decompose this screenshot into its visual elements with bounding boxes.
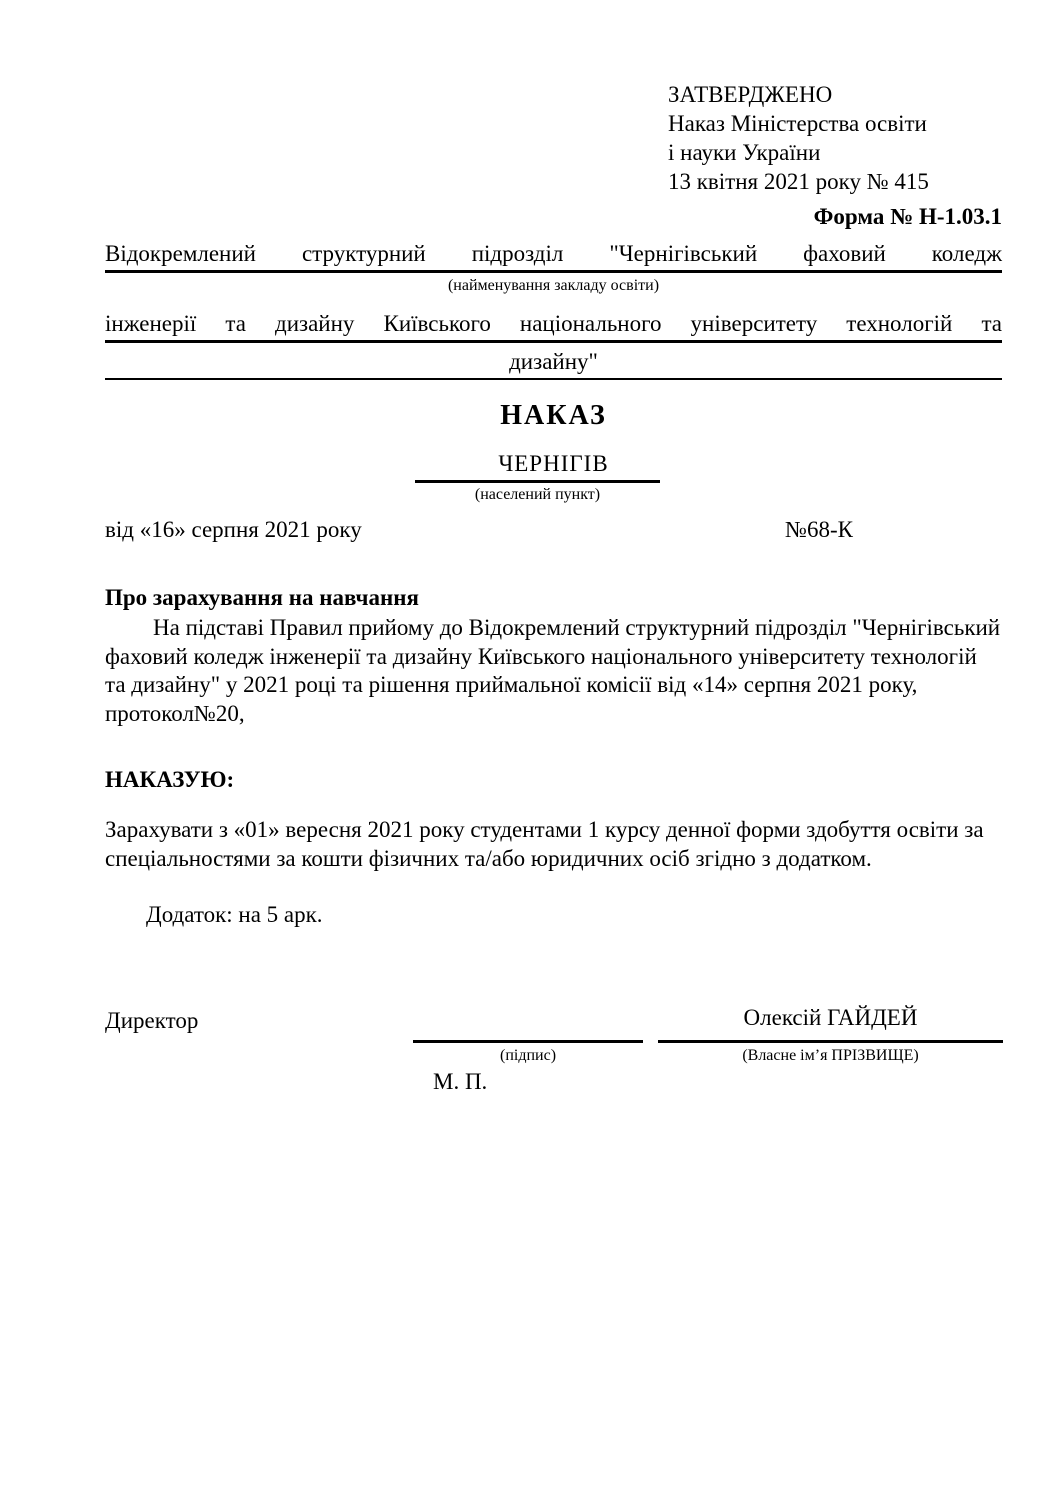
signature-line bbox=[413, 1040, 643, 1043]
signature-block bbox=[105, 1005, 1002, 1115]
approval-line-ministry-2: і науки України bbox=[668, 140, 821, 165]
institution-block bbox=[105, 241, 1002, 380]
signer-name: Олексій ГАЙДЕЙ bbox=[743, 1005, 918, 1030]
order-title: НАКАЗ bbox=[500, 400, 607, 431]
approval-block bbox=[668, 80, 929, 196]
decree-paragraph: Зарахувати з «01» вересня 2021 року студентами 1 курсу денної форми здобуття освіти за спеціальностями за кошти фізичних та/або юридичних осіб згідно з додатком. bbox=[105, 817, 984, 871]
city-name: ЧЕРНІГІВ bbox=[498, 451, 609, 476]
city-block bbox=[105, 451, 1002, 504]
name-line bbox=[658, 1040, 1003, 1043]
order-date: від «16» серпня 2021 року bbox=[105, 517, 362, 542]
form-number: Форма № Н-1.03.1 bbox=[813, 204, 1002, 229]
attachment-note: Додаток: на 5 арк. bbox=[146, 902, 323, 927]
order-subject: Про зарахування на навчання bbox=[105, 585, 419, 610]
approval-line-ministry: Наказ Міністерства освіти bbox=[668, 111, 927, 136]
signature-caption: (підпис) bbox=[499, 1047, 557, 1064]
institution-name-line-2: інженерії та дизайну Київського національного університету технологій та bbox=[105, 311, 1002, 343]
seal-placeholder: М. П. bbox=[433, 1069, 488, 1094]
institution-caption: (найменування закладу освіти) bbox=[447, 277, 660, 294]
signer-role: Директор bbox=[105, 1008, 199, 1033]
institution-name-line-3: дизайну" bbox=[105, 349, 1002, 380]
city-caption: (населений пункт) bbox=[474, 486, 601, 503]
approval-stamp-word: ЗАТВЕРДЖЕНО bbox=[668, 82, 833, 107]
name-caption: (Власне ім’я ПРІЗВИЩЕ) bbox=[742, 1047, 919, 1064]
date-row bbox=[105, 517, 1002, 543]
order-number: №68-К bbox=[785, 517, 853, 542]
city-underline bbox=[415, 480, 660, 483]
institution-name-line-1: Відокремлений структурний підрозділ "Чернігівський фаховий коледж bbox=[105, 241, 1002, 273]
decree-heading: НАКАЗУЮ: bbox=[105, 767, 235, 792]
basis-paragraph: На підставі Правил прийому до Відокремлений структурний підрозділ "Чернігівський фаховий коледж інженерії та дизайну Київського національного університету технологій та дизайну" у 2021 році та рішення приймальної комісії від «14» серпня 2021 року, протокол№20, bbox=[105, 615, 1001, 726]
approval-line-date-number: 13 квітня 2021 року № 415 bbox=[668, 169, 929, 194]
